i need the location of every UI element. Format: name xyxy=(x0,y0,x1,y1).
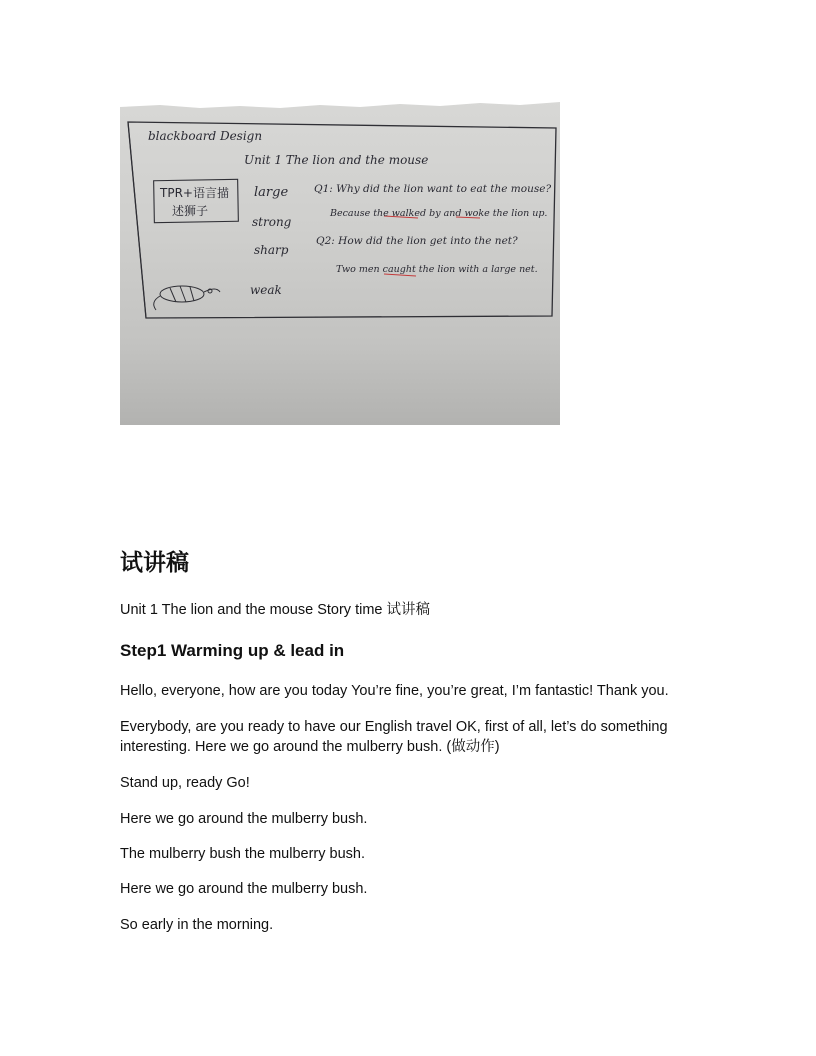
word-weak: weak xyxy=(250,283,282,297)
word-strong: strong xyxy=(252,215,292,229)
subtitle: Unit 1 The lion and the mouse Story time 试讲稿 xyxy=(120,602,431,618)
mouse-doodle-icon xyxy=(154,286,220,310)
song-line-1: Here we go around the mulberry bush. xyxy=(120,811,368,827)
question-2: Q2: How did the lion get into the net? xyxy=(316,235,518,247)
blackboard-box-line2: 述狮子 xyxy=(172,204,209,218)
song-line-3: Here we go around the mulberry bush. xyxy=(120,881,368,897)
paragraph-stand-up: Stand up, ready Go! xyxy=(120,775,250,791)
song-line-4: So early in the morning. xyxy=(120,917,274,933)
question-1: Q1: Why did the lion want to eat the mouse? xyxy=(314,183,552,195)
blackboard-sketch xyxy=(120,96,560,425)
answer-2: Two men caught the lion with a large net. xyxy=(336,264,538,275)
paragraph-greeting: Hello, everyone, how are you today You’re fine, you’re great, I’m fantastic! Thank you. xyxy=(120,683,669,699)
answer-1: Because the walked by and woke the lion up. xyxy=(330,208,548,219)
word-sharp: sharp xyxy=(254,243,289,257)
song-line-2: The mulberry bush the mulberry bush. xyxy=(120,846,365,862)
blackboard-unit-title: Unit 1 The lion and the mouse xyxy=(244,153,429,167)
step1-title: Step1 Warming up & lead in xyxy=(120,641,345,660)
blackboard-box-line1: TPR+语言描 xyxy=(160,186,229,200)
paragraph-ready-line2: interesting. Here we go around the mulberry bush. (做动作) xyxy=(120,739,500,755)
word-large: large xyxy=(254,185,289,200)
blackboard-title: blackboard Design xyxy=(148,129,263,143)
paragraph-ready-line1: Everybody, are you ready to have our English travel OK, first of all, let’s do something xyxy=(120,719,668,735)
page-heading: 试讲稿 xyxy=(120,550,189,576)
blackboard-photo xyxy=(120,96,560,425)
